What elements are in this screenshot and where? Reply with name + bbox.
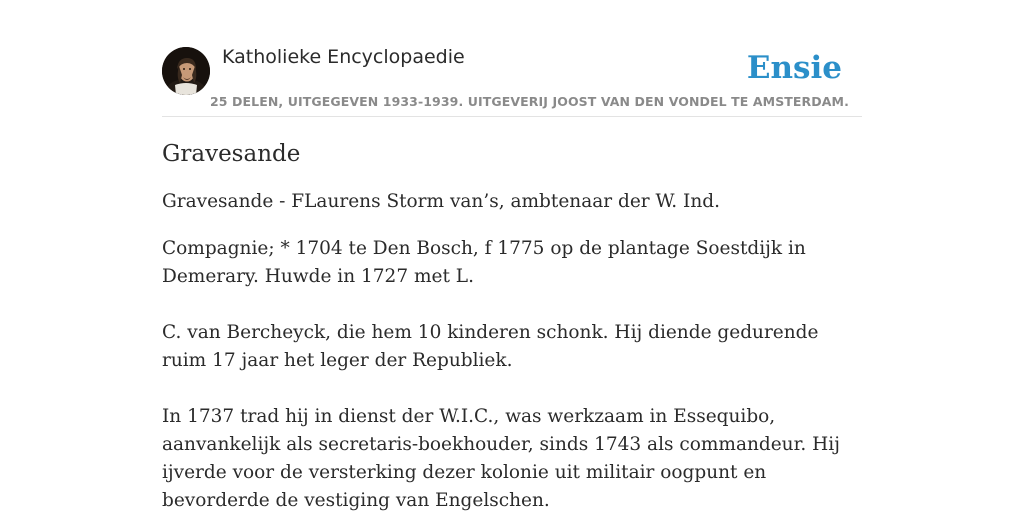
article-paragraph: Compagnie; * 1704 te Den Bosch, f 1775 op de plantage Soestdijk in Demerary. Huwde in 1727 met L. <box>162 238 806 287</box>
source-avatar[interactable] <box>162 47 210 95</box>
article-body <box>162 138 867 512</box>
article-paragraph: C. van Bercheyck, die hem 10 kinderen schonk. Hij diende gedurende ruim 17 jaar het leger der Republiek. <box>162 322 819 371</box>
source-header <box>162 44 862 117</box>
portrait-icon <box>162 47 210 95</box>
source-subtitle: 25 DELEN, UITGEGEVEN 1933-1939. UITGEVERIJ JOOST VAN DEN VONDEL TE AMSTERDAM. <box>210 94 849 109</box>
article-paragraph: Gravesande - FLaurens Storm van’s, ambtenaar der W. Ind. <box>162 191 720 212</box>
brand-logo[interactable]: Ensie <box>746 50 842 86</box>
source-title[interactable]: Katholieke Encyclopaedie <box>222 46 465 68</box>
article-paragraph: In 1737 trad hij in dienst der W.I.C., was werkzaam in Essequibo, aanvankelijk als secretaris-boekhouder, sinds 1743 als commandeur. Hij ijverde voor de versterking dezer kolonie uit militair oogpunt en bevorderde de vestiging van Engelschen. <box>162 406 840 511</box>
article-title: Gravesande <box>162 141 301 167</box>
